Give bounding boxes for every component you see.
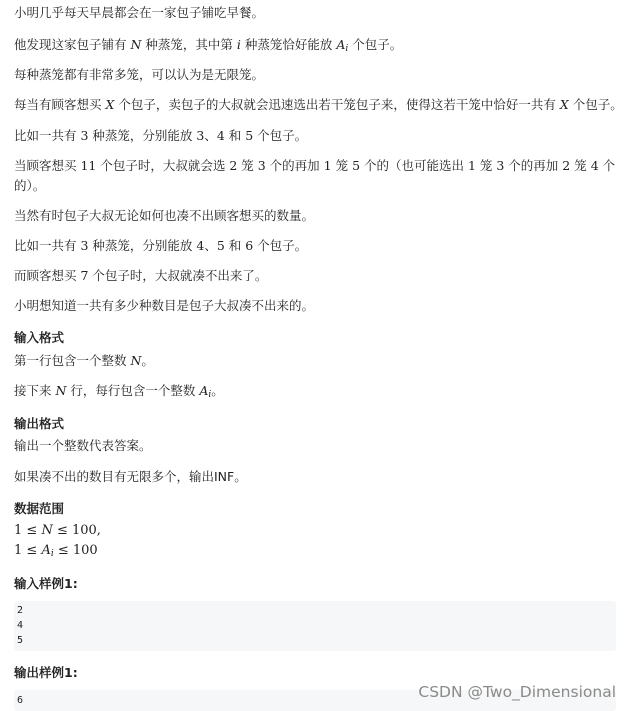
text: 笼 (237, 158, 258, 173)
text: 1 ≤ (14, 523, 42, 538)
math-number: 7 (80, 268, 89, 283)
math-N: N (130, 353, 142, 368)
paragraph-customer (14, 96, 623, 114)
math-number: 1 (467, 158, 476, 173)
text: 个的再加 (265, 158, 324, 173)
paragraph-intro: 小明几乎每天早晨都会在一家包子铺吃早餐。 (14, 5, 265, 20)
range-line-1 (14, 522, 101, 540)
text: 个包子时，大叔就会选 (96, 158, 230, 173)
math-number: 3 (80, 128, 89, 143)
math-N: N (41, 523, 53, 538)
text: 个包子。 (348, 37, 403, 52)
text: 比如一共有 (14, 238, 81, 253)
code-line: 5 (17, 635, 24, 646)
text: 笼 (570, 158, 591, 173)
section-heading-sample-input: 输入样例1: (14, 576, 78, 591)
csdn-watermark: CSDN @Two_Dimensional (418, 683, 616, 701)
paragraph-cannot: 当然有时包子大叔无论如何也凑不出顾客想买的数量。 (14, 208, 315, 223)
output-line-1: 输出一个整数代表答案。 (14, 438, 152, 453)
math-subscript-i: i (208, 390, 212, 400)
text: ≤ 100 (53, 543, 98, 558)
code-line: 4 (17, 620, 24, 631)
paragraph-example1-choice-end: 的）。 (14, 178, 46, 193)
math-X: X (559, 97, 569, 112)
paragraph-example1-choice (14, 157, 615, 175)
math-A: A (199, 383, 209, 398)
text: 而顾客想买 (14, 268, 81, 283)
math-number: 11 (80, 158, 97, 173)
math-number: 2 (229, 158, 238, 173)
math-number: 3 (80, 238, 89, 253)
code-line: 6 (17, 695, 24, 706)
input-line-1 (14, 352, 154, 370)
math-i: i (236, 37, 241, 52)
text: 个包子。 (568, 97, 623, 112)
range-line-2 (14, 542, 98, 563)
paragraph-example2-fail (14, 267, 267, 285)
section-heading-input: 输入格式 (14, 330, 65, 345)
section-heading-range: 数据范围 (14, 501, 65, 516)
paragraph-infinite: 每种蒸笼都有非常多笼，可以认为是无限笼。 (14, 67, 265, 82)
math-number: 4、5 (196, 238, 225, 253)
text: 和 (224, 128, 246, 143)
text: 个包子，卖包子的大叔就会迅速选出若干笼包子来，使得这若干笼中恰好一共有 (114, 97, 560, 112)
input-line-2 (14, 382, 224, 404)
text: 个的（也可能选出 (360, 158, 468, 173)
math-number: 3 (496, 158, 505, 173)
paragraph-steamers (14, 36, 402, 58)
math-number: 5 (352, 158, 361, 173)
text: 种蒸笼，分别能放 (88, 238, 197, 253)
paragraph-question: 小明想知道一共有多少种数目是包子大叔凑不出来的。 (14, 298, 315, 313)
math-number: 3 (257, 158, 266, 173)
text: 种蒸笼，分别能放 (88, 128, 197, 143)
text: 个的再加 (504, 158, 563, 173)
section-heading-output: 输出格式 (14, 416, 65, 431)
math-A: A (41, 543, 51, 558)
text: 比如一共有 (14, 128, 81, 143)
text: ≤ 100, (52, 523, 101, 538)
text: 1 ≤ (14, 543, 42, 558)
output-line-2: 如果凑不出的数目有无限多个，输出INF。 (14, 469, 247, 484)
text: 和 (224, 238, 246, 253)
text: 第一行包含一个整数 (14, 353, 131, 368)
math-subscript-i: i (50, 549, 54, 559)
math-N: N (130, 37, 142, 52)
sample-input-code-block (14, 601, 616, 651)
text: 个 (598, 158, 616, 173)
math-N: N (55, 383, 67, 398)
text: 种蒸笼恰好能放 (240, 37, 337, 52)
paragraph-example2 (14, 237, 307, 255)
section-heading-sample-output: 输出样例1: (14, 665, 78, 680)
math-X: X (105, 97, 115, 112)
text: 个包子时，大叔就凑不出来了。 (88, 268, 268, 283)
text: 他发现这家包子铺有 (14, 37, 131, 52)
math-number: 1 (323, 158, 332, 173)
text: 个包子。 (253, 128, 308, 143)
text: 。 (141, 353, 154, 368)
text: 个包子。 (253, 238, 308, 253)
text: 当顾客想买 (14, 158, 81, 173)
paragraph-example1 (14, 127, 307, 145)
text: 笼 (331, 158, 353, 173)
text: 。 (211, 383, 224, 398)
math-A: A (336, 37, 346, 52)
math-number: 4 (590, 158, 599, 173)
code-line: 2 (17, 605, 24, 616)
math-number: 5 (245, 128, 254, 143)
text: 行，每行包含一个整数 (66, 383, 200, 398)
math-number: 6 (245, 238, 254, 253)
math-number: 2 (562, 158, 571, 173)
math-subscript-i: i (345, 44, 349, 54)
text: 笼 (475, 158, 497, 173)
text: 接下来 (14, 383, 56, 398)
math-number: 3、4 (196, 128, 225, 143)
text: 种蒸笼，其中第 (141, 37, 237, 52)
text: 每当有顾客想买 (14, 97, 106, 112)
